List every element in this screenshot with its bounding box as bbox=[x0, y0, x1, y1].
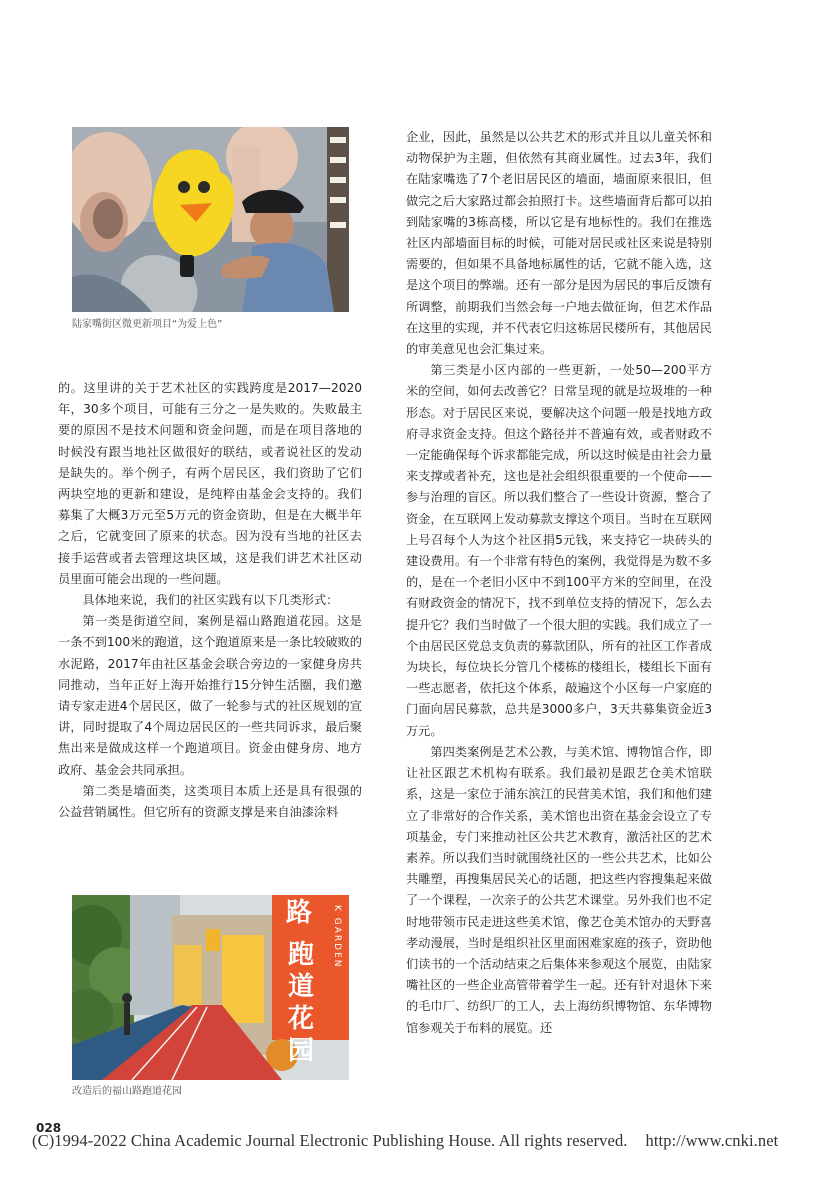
track-garden-photo bbox=[72, 895, 349, 1080]
mural-photo-art bbox=[72, 127, 349, 312]
left-paragraph: 具体地来说，我们的社区实践有以下几类形式： bbox=[82, 593, 339, 608]
left-paragraph: 的。这里讲的关于艺术社区的实践跨度是2017—2020年，30多个项目，可能有三分之一是失败的。失败最主要的原因不是技术问题和资金问题，而是在项目落地的时候没有跟当地社区做很好的联结，或者说社区的发动是缺失的。举个例子，有两个居民区，我们资助了它们两块空地的更新和建设，是纯粹由基金会支持的。我们募集了大概3万元至5万元的资金资助，但是在大概半年之后，它就变回了原来的状态。因为没有当地的社区去接手运营或者去管理这块区域，这是我们讲艺术社区动员里面可能会出现的一些问题。 bbox=[58, 381, 362, 586]
footer-url[interactable]: http://www.cnki.net bbox=[645, 1131, 779, 1150]
sign-char: 路 bbox=[286, 898, 313, 928]
sign-char: 跑 bbox=[288, 940, 315, 970]
track-garden-photo-art bbox=[72, 895, 349, 1080]
left-column bbox=[58, 378, 362, 823]
left-paragraph: 第一类是街道空间，案例是福山路跑道花园。这是一条不到100米的跑道，这个跑道原来是一条比较破败的水泥路，2017年由社区基金会联合旁边的一家健身房共同推动，当年正好上海开始推行15分钟生活圈，我们邀请专家走进4个居民区，做了一轮参与式的社区规划的宣讲，同时提取了4个周边居民区的一些共同诉求，最后聚焦出来是做成这样一个跑道项目。资金由健身房、地方政府、基金会共同承担。 bbox=[58, 614, 362, 777]
right-paragraph: 第三类是小区内部的一些更新，一处50—200平方米的空间，如何去改善它？日常呈现的就是垃圾堆的一种形态。对于居民区来说，要解决这个问题一般是找地方政府寻求资金支持。但这个路径并不普遍有效，或者财政不一定能确保每个诉求都能完成，所以这时候是由社会力量来支撑或者补充，这也是社会组织很重要的一个使命——参与治理的盲区。所以我们整合了一些设计资源，整合了资金，在互联网上发动募款支撑这个项目。当时在互联网上号召每个人为这个社区捐5元钱，来支持它一块砖头的建设费用。有一个非常有特色的案例，我觉得是为数不多的，是在一个老旧小区中不到100平方米的空间里，在没有财政资金的情况下，找不到单位支持的情况下，怎么去提升它？我们当时做了一个很大胆的实践。我们成立了一个由居民区党总支负责的募款团队，所有的社区工作者成为块长，每位块长分管几个楼栋的楼组长，楼组长下面有一些志愿者，依托这个体系，敲遍这个小区每一户家庭的门面向居民募款，总共是3000多户，3天共募集资金近3万元。 bbox=[406, 363, 712, 738]
sign-side-text: K GARDEN bbox=[332, 905, 342, 969]
footer-copyright: (C)1994-2022 China Academic Journal Electronic Publishing House. All rights reserved. bbox=[32, 1131, 628, 1150]
right-column bbox=[406, 127, 712, 1039]
sign-char: 园 bbox=[288, 1036, 315, 1066]
page-number: 028 bbox=[36, 1121, 62, 1135]
sign-char: 道 bbox=[288, 972, 315, 1002]
right-paragraph: 第四类案例是艺术公教，与美术馆、博物馆合作，即让社区跟艺术机构有联系。我们最初是跟艺仓美术馆联系，这是一家位于浦东滨江的民营美术馆，我们和他们建立了非常好的合作关系，美术馆也出资在基金会设立了专项基金，专门来推动社区公共艺术教育，激活社区的艺术素养。所以我们当时就围绕社区的一些公共艺术，比如公共雕塑，再搜集居民关心的话题，把这些内容搜集起来做了一个课程，一次亲子的公共艺术课堂。另外我们也不定时地带领市民走进这些美术馆，像艺仓美术馆办的天野喜孝动漫展，当时是组织社区里面困难家庭的孩子，资助他们读书的一个活动结束之后集体来参观这个展览，由陆家嘴社区的一些企业高管带着学生一起。还有针对退休下来的毛巾厂、纺织厂的工人，去上海纺织博物馆、东华博物馆参观关于布料的展览。还 bbox=[406, 744, 712, 1035]
right-paragraph: 企业，因此，虽然是以公共艺术的形式并且以儿童关怀和动物保护为主题，但依然有其商业属性。过去3年，我们在陆家嘴选了7个老旧居民区的墙面，墙面原来很旧，但做完之后大家路过都会拍照打卡。这些墙面背后都可以拍到陆家嘴的3栋高楼，所以它是有地标性的。我们在推选社区内部墙面目标的时候，可能对居民或社区来说是特别需要的，但如果不具备地标属性的话，它就不能入选，这是这个项目的弊端。还有一部分是因为居民的事后反馈有所调整，前期我们当然会每一户地去做征询，但艺术作品在这里的实现，并不代表它归这栋居民楼所有，其他居民的审美意见也会汇集过来。 bbox=[406, 130, 712, 357]
track-garden-photo-caption: 改造后的福山路跑道花园 bbox=[72, 1086, 182, 1097]
sign-char: 花 bbox=[288, 1004, 315, 1034]
mural-photo bbox=[72, 127, 349, 312]
left-paragraph: 第二类是墙面类，这类项目本质上还是具有很强的公益营销属性。但它所有的资源支撑是来自油漆涂料 bbox=[58, 783, 362, 820]
footer-copyright-line bbox=[32, 1131, 807, 1151]
mural-photo-caption: 陆家嘴街区微更新项目“为爱上色” bbox=[72, 319, 223, 330]
